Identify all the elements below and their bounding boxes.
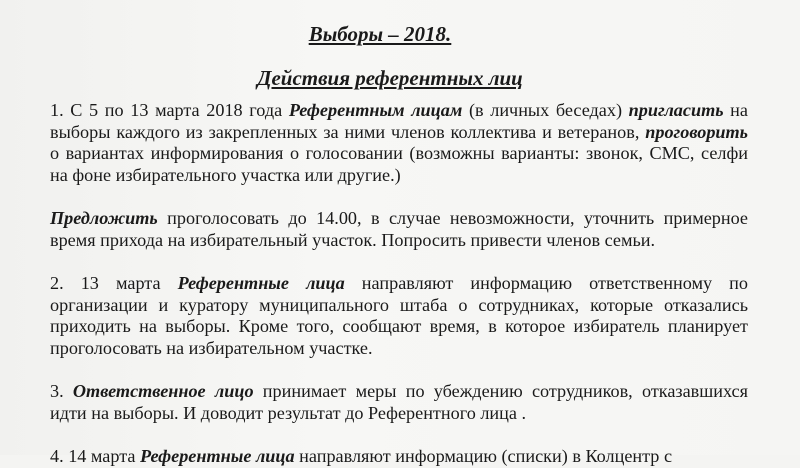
- p1-emphasis-3: проговорить: [645, 121, 748, 142]
- document-subtitle: Действия референтных лиц: [257, 66, 523, 90]
- p2-text-1: проголосовать до 14.00, в случае невозможности, уточнить примерное время прихода на избирательный участок. Попросить привести членов семьи.: [50, 208, 748, 250]
- p5-emphasis-1: Референтные лица: [140, 446, 295, 466]
- p1-emphasis-2: пригласить: [628, 100, 724, 120]
- paragraph-5: [50, 446, 748, 468]
- p1-text-2: (в личных беседах): [462, 100, 629, 120]
- p4-emphasis-1: Ответственное лицо: [72, 381, 254, 401]
- document-body: [50, 100, 748, 468]
- p2-emphasis-1: Предложить: [50, 208, 158, 228]
- p5-text-1: 4. 14 марта: [50, 446, 141, 466]
- document-title: Выборы – 2018.: [308, 22, 452, 46]
- p3-text-1: 2. 13 марта: [50, 273, 178, 293]
- p1-text-1: 1. С 5 по 13 марта 2018 года: [50, 100, 289, 120]
- p5-text-2: направляют информацию (списки) в Колцентр с: [294, 446, 673, 466]
- p1-text-4: о вариантах информирования о голосовании (возможны варианты: звонок, СМС, селфи на фоне избирательного участка или другие.): [50, 143, 748, 185]
- p1-emphasis-1: Референтным лицам: [288, 100, 463, 120]
- p3-emphasis-1: Референтные лица: [177, 273, 345, 293]
- p1-text-3: на выборы каждого из закрепленных за ними членов коллектива и ветеранов,: [50, 100, 748, 142]
- p3-text-2: направляют информацию ответственному по организации и куратору муниципального штаба о сотрудниках, которые отказались приходить на выборы. Кроме того, сообщают время, в которое избиратель планирует проголосовать на избирательном участке.: [50, 273, 749, 358]
- paragraph-2: [50, 208, 748, 251]
- paragraph-1: [50, 100, 748, 186]
- p4-text-1: 3.: [50, 381, 73, 401]
- paragraph-3: [50, 273, 748, 359]
- paragraph-4: [50, 381, 748, 424]
- p4-text-2: принимает меры по убеждению сотрудников, отказавшихся идти на выборы. И доводит результат до Референтного лица .: [50, 381, 748, 423]
